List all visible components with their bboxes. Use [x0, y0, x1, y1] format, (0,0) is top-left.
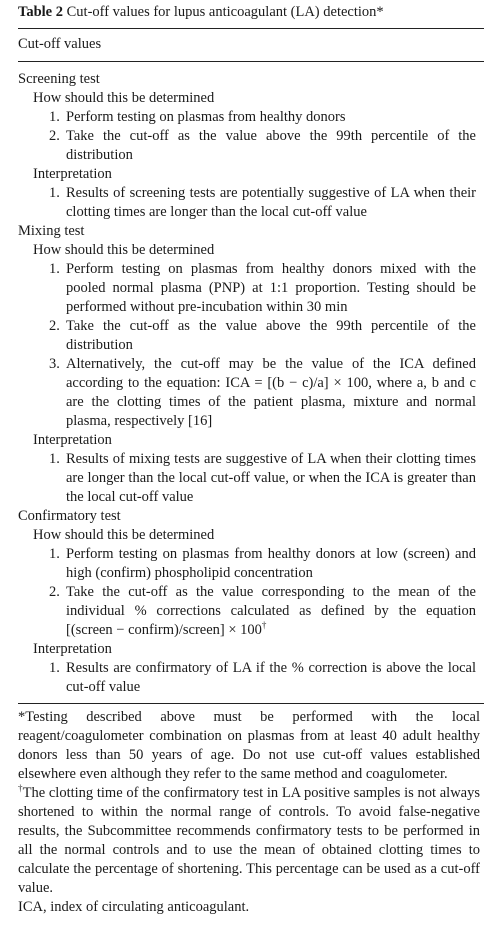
item-text: Alternatively, the cut-off may be the value of the ICA defined according to the equation: ICA = [(b − c)/a] × 100, where a, b and c are the clotting times of the patient plasma, mixture and normal plasma, respectively [16]	[66, 356, 476, 429]
item-number: 1.	[49, 261, 60, 277]
item-number: 2.	[49, 584, 60, 600]
item-number: 1.	[49, 546, 60, 562]
list-item	[18, 108, 476, 127]
dagger-mark: †	[261, 620, 267, 630]
table-title: Cut-off values for lupus anticoagulant (LA) detection*	[66, 4, 384, 20]
item-text: Take the cut-off as the value corresponding to the mean of the individual % corrections calculated as defined by the equation [(screen − confirm)/screen] × 100	[66, 584, 476, 638]
footnote-star: *Testing described above must be performed with the local reagent/coagulometer combination on plasmas from at least 40 adult healthy donors less than 50 years of age. Do not use cut-off values established elsewhere even although they refer to the same method and coagulometer.	[18, 709, 480, 782]
item-number: 1.	[49, 109, 60, 125]
list-item	[18, 184, 476, 222]
list-item	[18, 127, 476, 165]
item-number: 1.	[49, 185, 60, 201]
section-heading-mixing: Mixing test	[18, 223, 85, 239]
item-number: 3.	[49, 356, 60, 372]
column-header: Cut-off values	[18, 36, 102, 52]
item-text: Perform testing on plasmas from healthy donors at low (screen) and high (confirm) phospholipid concentration	[66, 546, 476, 581]
table-body	[18, 70, 476, 697]
item-text: Results of mixing tests are suggestive of LA when their clotting times are longer than the local cut-off value, or when the ICA is greater than the local cut-off value	[66, 451, 476, 505]
footnote-ica: ICA, index of circulating anticoagulant.	[18, 899, 250, 915]
item-number: 1.	[49, 660, 60, 676]
top-rule	[18, 28, 484, 29]
list-item	[18, 317, 476, 355]
footnote-dagger	[18, 784, 480, 898]
list-item	[18, 583, 476, 640]
header-rule	[18, 61, 484, 62]
list-item	[18, 545, 476, 583]
item-text: Take the cut-off as the value above the 99th percentile of the distribution	[66, 318, 476, 353]
item-number: 1.	[49, 451, 60, 467]
list-item	[18, 260, 476, 317]
subheading-interpretation: Interpretation	[33, 166, 112, 182]
table-footnotes	[18, 708, 480, 917]
subheading-interpretation: Interpretation	[33, 641, 112, 657]
table-caption	[18, 3, 384, 22]
item-number: 2.	[49, 128, 60, 144]
item-text: Take the cut-off as the value above the 99th percentile of the distribution	[66, 128, 476, 163]
dagger-mark: †	[18, 783, 23, 793]
section-heading-confirmatory: Confirmatory test	[18, 508, 121, 524]
section-heading-screening: Screening test	[18, 71, 100, 87]
item-text: Results are confirmatory of LA if the % correction is above the local cut-off value	[66, 660, 476, 695]
item-text: Results of screening tests are potentially suggestive of LA when their clotting times are longer than the local cut-off value	[66, 185, 476, 220]
footer-rule	[18, 703, 484, 704]
subheading-how: How should this be determined	[33, 242, 215, 258]
list-item	[18, 659, 476, 697]
subheading-how: How should this be determined	[33, 527, 215, 543]
item-text: Perform testing on plasmas from healthy donors	[66, 109, 346, 125]
footnote-dagger-text: The clotting time of the confirmatory test in LA positive samples is not always shortened to within the normal range of controls. To avoid false-negative results, the Subcommittee recommends confirmatory tests to be performed in all the normal controls and to use the mean of obtained clotting times to calculate the percentage of shortening. This percentage can be used as a cut-off value.	[18, 785, 481, 896]
list-item	[18, 450, 476, 507]
list-item	[18, 355, 476, 431]
subheading-how: How should this be determined	[33, 90, 215, 106]
table-label: Table 2	[18, 4, 63, 20]
subheading-interpretation: Interpretation	[33, 432, 112, 448]
item-text: Perform testing on plasmas from healthy donors mixed with the pooled normal plasma (PNP) at 1:1 proportion. Testing should be performed without pre-incubation within 30 min	[66, 261, 476, 315]
item-number: 2.	[49, 318, 60, 334]
